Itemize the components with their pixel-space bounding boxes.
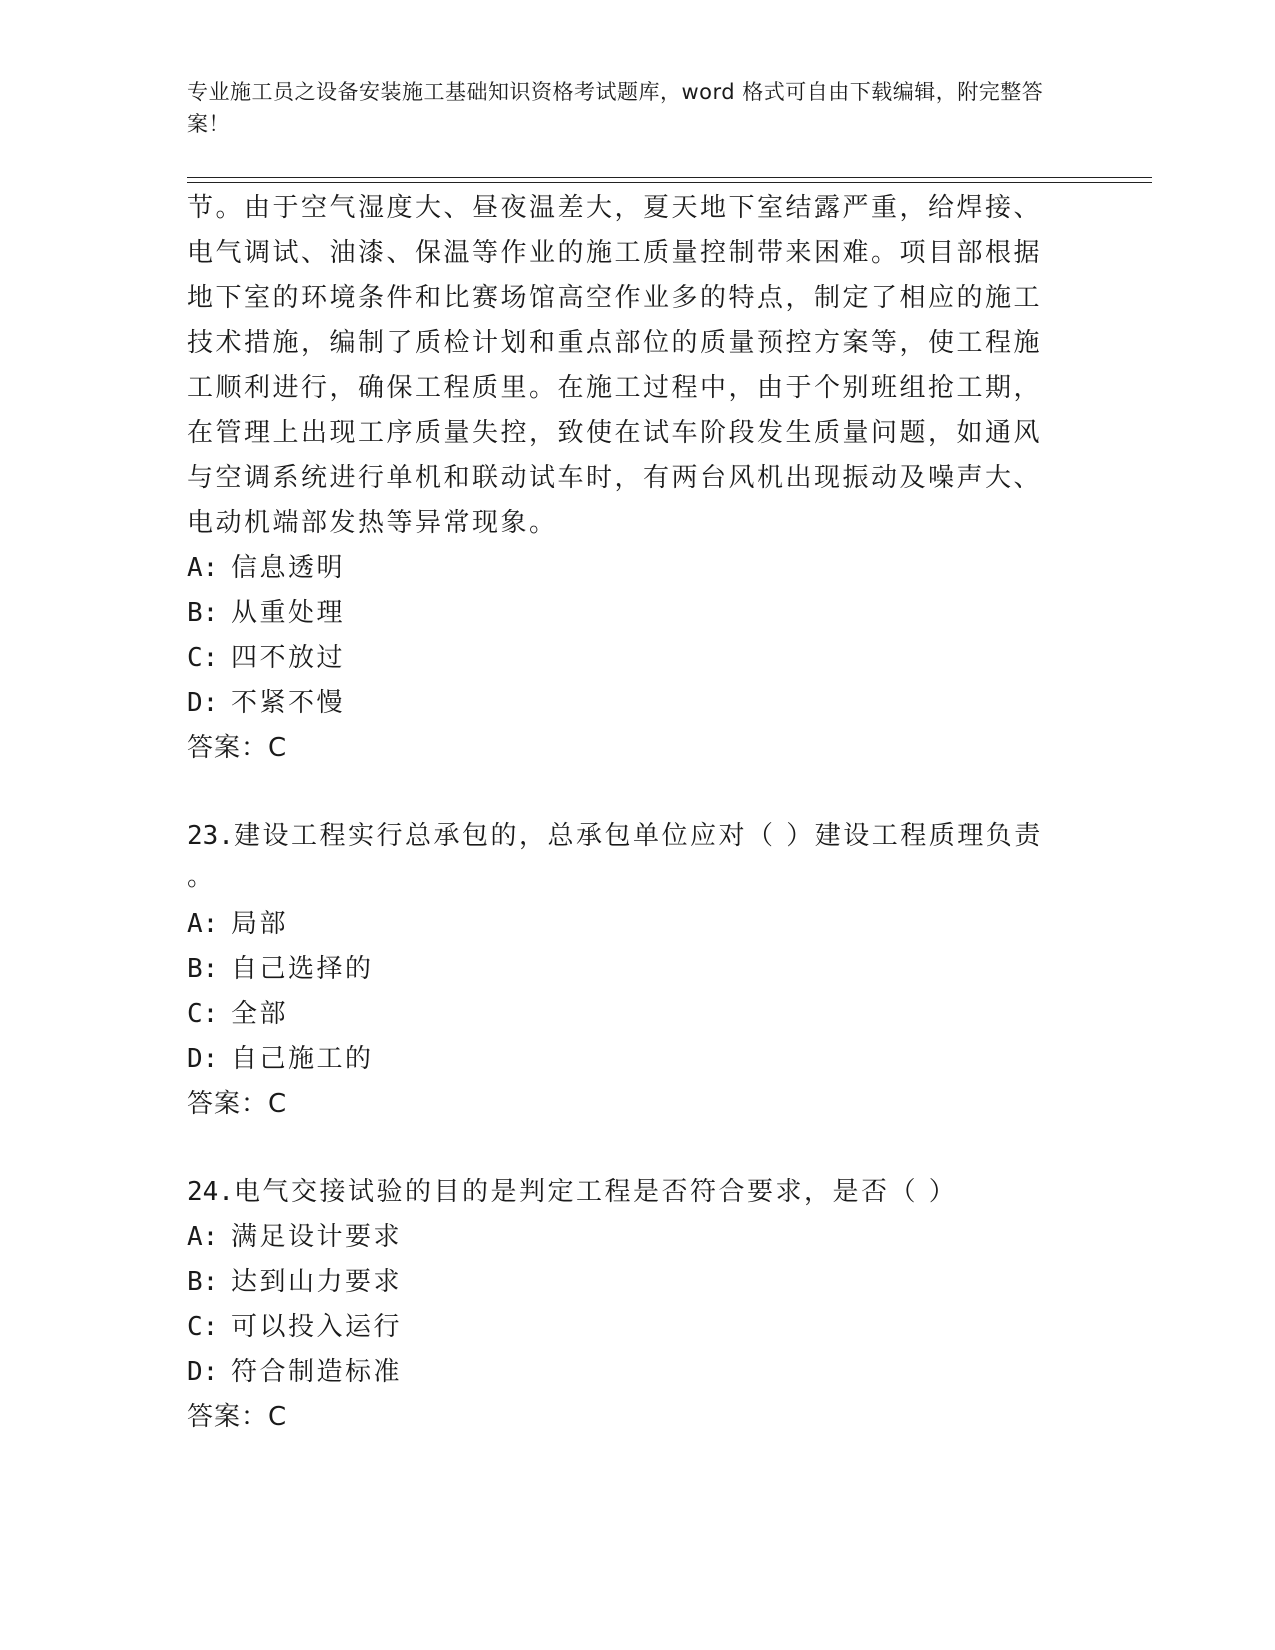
option-text: 不紧不慢 bbox=[231, 688, 346, 718]
document-header: 专业施工员之设备安装施工基础知识资格考试题库，word 格式可自由下载编辑，附完整答案！ bbox=[187, 80, 1044, 136]
option-a bbox=[187, 907, 288, 941]
option-a bbox=[187, 551, 345, 585]
question-text-line: 节。由于空气湿度大、昼夜温差大，夏天地下室结露严重，给焊接、 bbox=[187, 193, 1043, 223]
answer-line: 答案：C bbox=[187, 1402, 288, 1432]
option-key: D: bbox=[187, 1357, 219, 1387]
option-text: 局部 bbox=[231, 909, 289, 939]
question-text: 电气交接试验的目的是判定工程是否符合要求，是否（ ） bbox=[233, 1177, 958, 1207]
option-text: 信息透明 bbox=[231, 553, 346, 583]
header-divider-bottom bbox=[187, 182, 1152, 183]
option-text: 满足设计要求 bbox=[231, 1222, 403, 1252]
question-text-continuation: 。 bbox=[187, 862, 216, 892]
question-text-line: 电气调试、油漆、保温等作业的施工质量控制带来困难。项目部根据 bbox=[187, 238, 1043, 268]
question-23 bbox=[187, 819, 1043, 853]
option-text: 全部 bbox=[231, 999, 289, 1029]
option-key: D: bbox=[187, 1044, 219, 1074]
option-text: 符合制造标准 bbox=[231, 1357, 403, 1387]
option-text: 自己选择的 bbox=[231, 954, 374, 984]
option-a bbox=[187, 1220, 402, 1254]
option-key: A: bbox=[187, 553, 219, 583]
option-text: 四不放过 bbox=[231, 643, 346, 673]
question-text-line: 电动机端部发热等异常现象。 bbox=[187, 508, 558, 538]
option-key: D: bbox=[187, 688, 219, 718]
option-key: C: bbox=[187, 999, 219, 1029]
option-key: B: bbox=[187, 954, 219, 984]
option-d bbox=[187, 686, 345, 720]
question-number: 24. bbox=[187, 1177, 234, 1207]
option-key: A: bbox=[187, 909, 219, 939]
option-key: C: bbox=[187, 643, 219, 673]
option-key: B: bbox=[187, 1267, 219, 1297]
option-key: B: bbox=[187, 598, 219, 628]
option-key: A: bbox=[187, 1222, 219, 1252]
option-c bbox=[187, 641, 345, 675]
option-text: 可以投入运行 bbox=[231, 1312, 403, 1342]
option-b bbox=[187, 1265, 402, 1299]
option-b bbox=[187, 596, 345, 630]
question-text-line: 技术措施，编制了质检计划和重点部位的质量预控方案等，使工程施 bbox=[187, 328, 1043, 358]
answer-line: 答案：C bbox=[187, 1089, 288, 1119]
option-text: 自己施工的 bbox=[231, 1044, 374, 1074]
option-text: 从重处理 bbox=[231, 598, 346, 628]
question-number: 23. bbox=[187, 821, 234, 851]
question-text-line: 与空调系统进行单机和联动试车时，有两台风机出现振动及噪声大、 bbox=[187, 463, 1043, 493]
question-text-line: 在管理上出现工序质量失控，致使在试车阶段发生质量问题，如通风 bbox=[187, 418, 1043, 448]
option-key: C: bbox=[187, 1312, 219, 1342]
answer-line: 答案：C bbox=[187, 733, 288, 763]
option-d bbox=[187, 1042, 374, 1076]
question-text-line: 工顺利进行，确保工程质里。在施工过程中，由于个别班组抢工期， bbox=[187, 373, 1043, 403]
option-text: 达到山力要求 bbox=[231, 1267, 403, 1297]
option-c bbox=[187, 1310, 402, 1344]
option-b bbox=[187, 952, 374, 986]
question-24 bbox=[187, 1175, 957, 1209]
header-divider-top bbox=[187, 177, 1152, 178]
option-d bbox=[187, 1355, 402, 1389]
question-text: 建设工程实行总承包的，总承包单位应对（ ）建设工程质理负责 bbox=[233, 821, 1043, 851]
question-text-line: 地下室的环境条件和比赛场馆高空作业多的特点，制定了相应的施工 bbox=[187, 283, 1043, 313]
option-c bbox=[187, 997, 288, 1031]
